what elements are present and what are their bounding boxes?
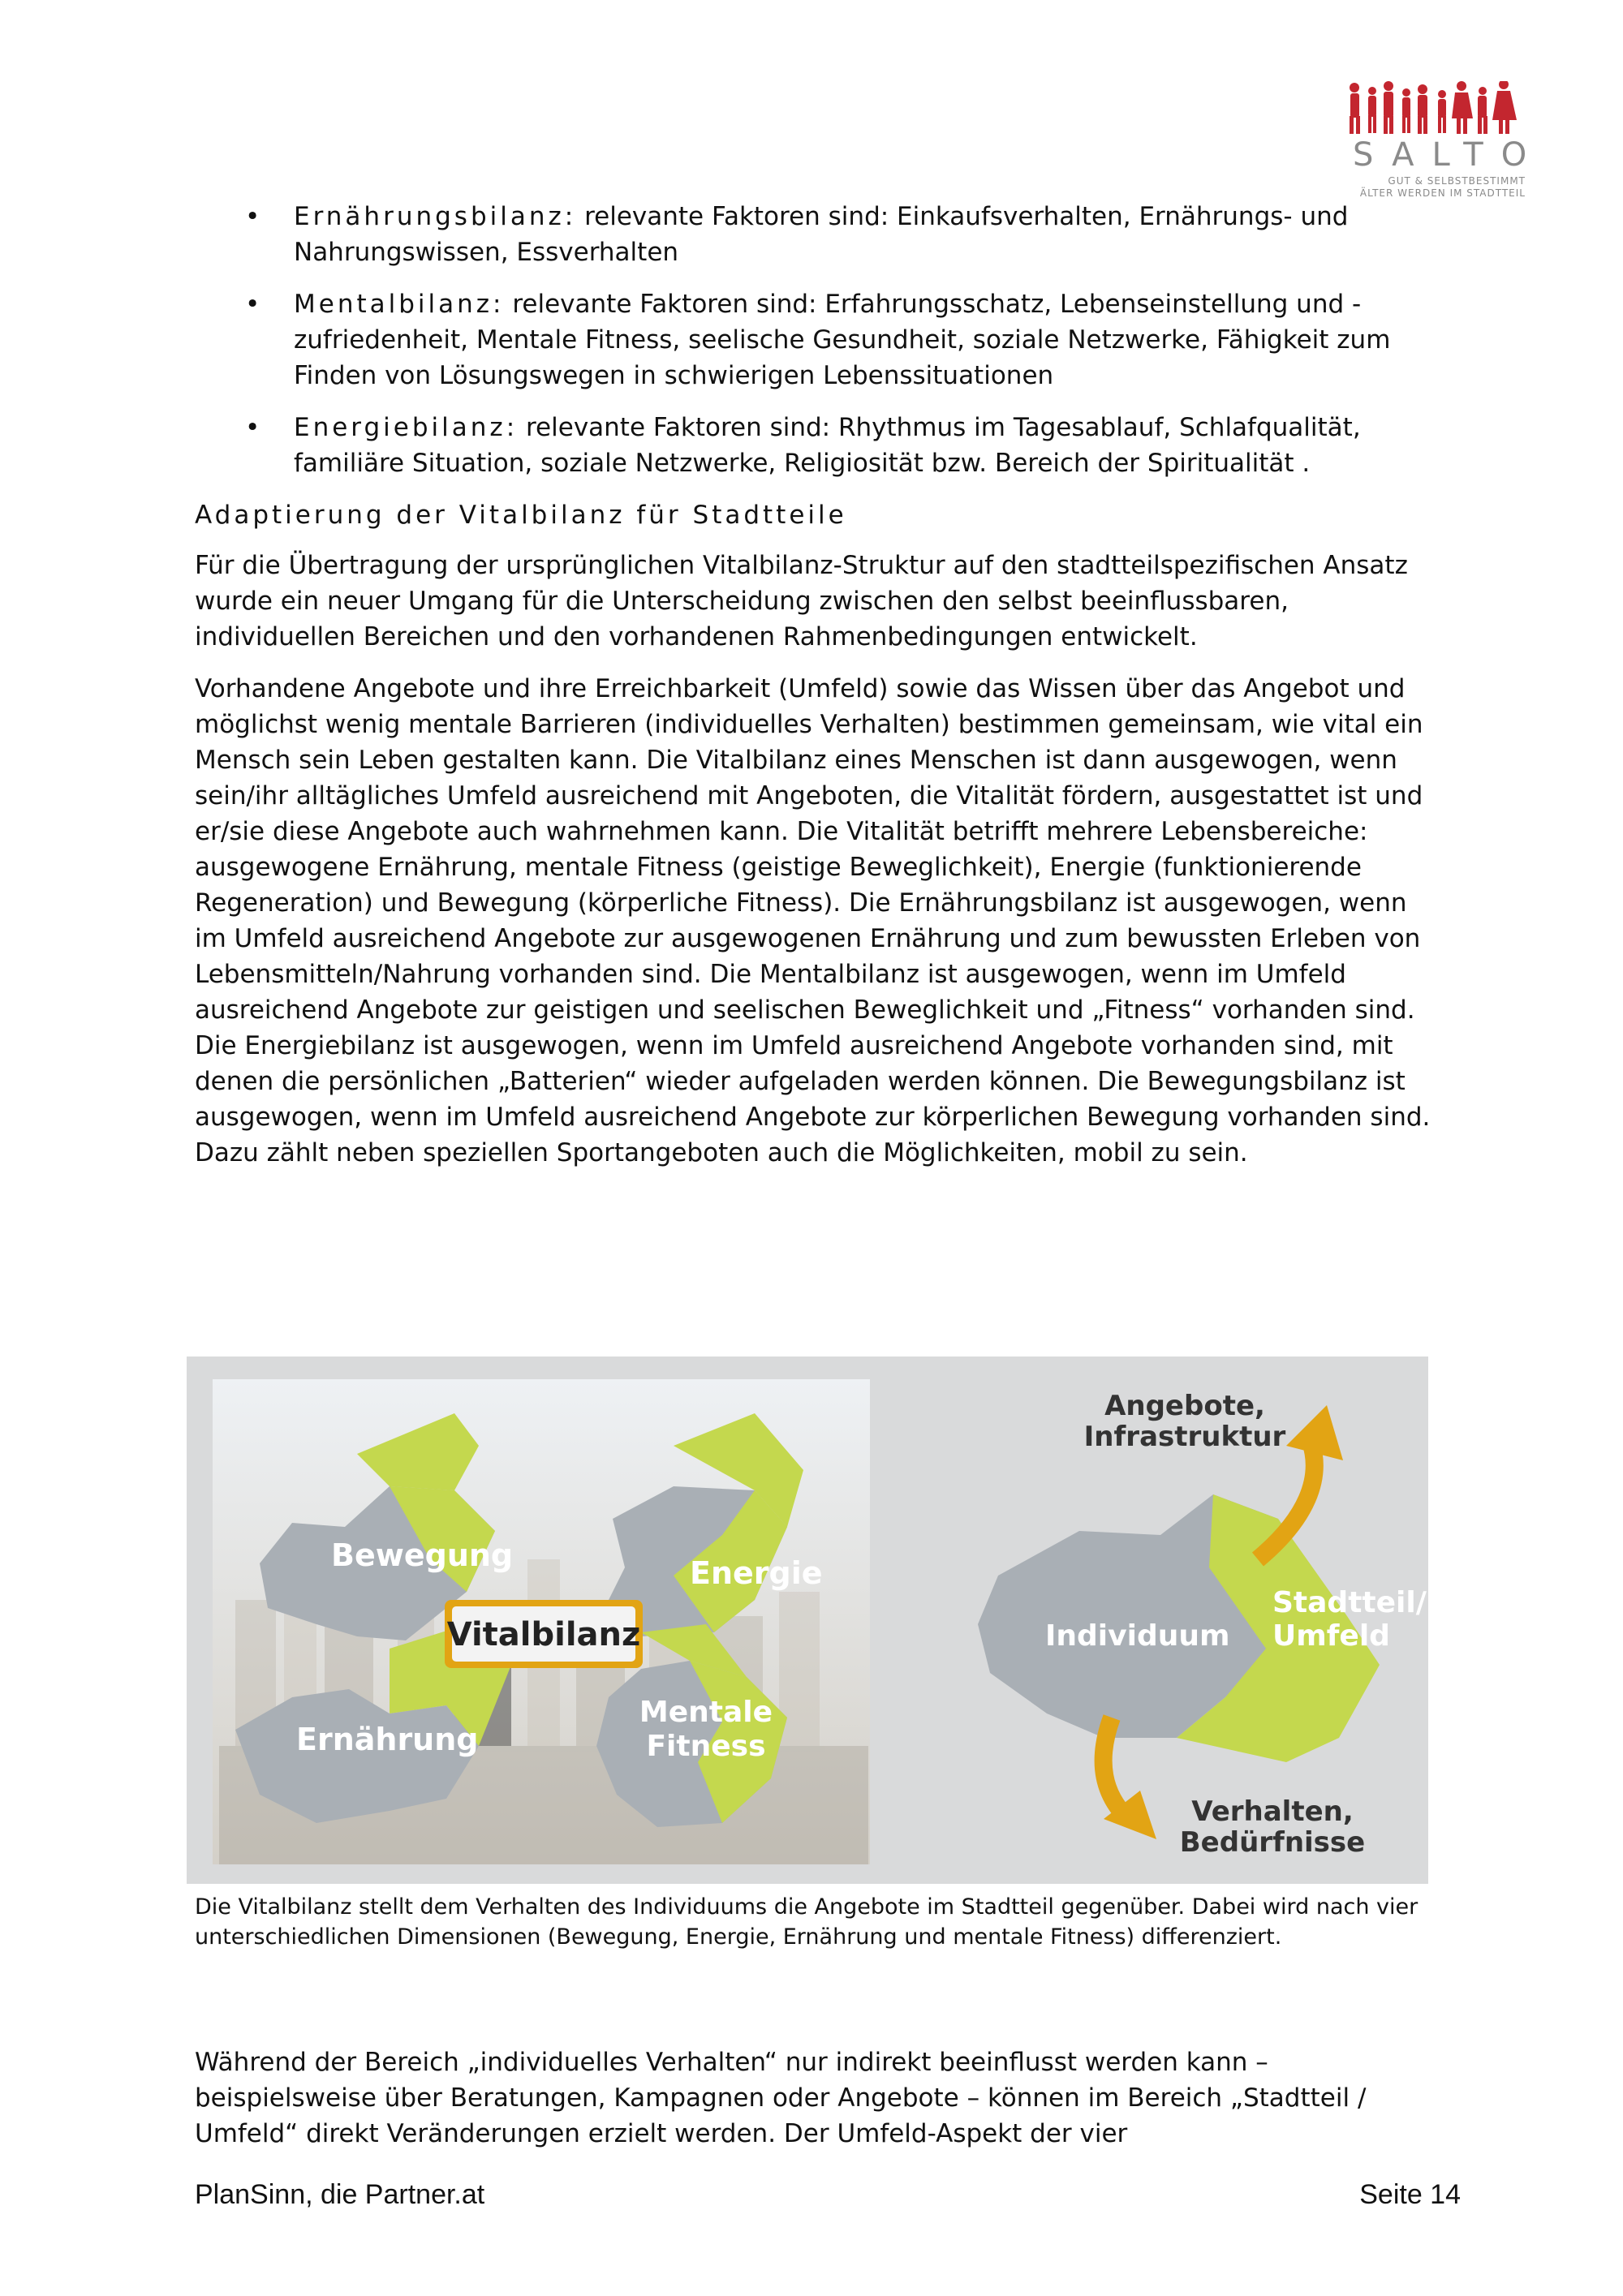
salto-logo [1343, 81, 1545, 203]
main-content [195, 199, 1436, 1187]
label-energie: Energie [690, 1555, 823, 1591]
page-footer [195, 2179, 1461, 2211]
label-bewegung: Bewegung [331, 1537, 514, 1573]
umfeld-label-line1: Stadtteil/ [1272, 1586, 1427, 1619]
list-item [195, 199, 1436, 270]
vitalbilanz-label: Vitalbilanz [446, 1616, 641, 1653]
vitalbilanz-figure [187, 1357, 1428, 1884]
vitalbilanz-diagram [187, 1357, 1428, 1884]
logo-wordmark: SALTO [1353, 136, 1545, 174]
individuum-label: Individuum [1045, 1619, 1230, 1653]
list-item [195, 410, 1436, 481]
label-ernaehrung: Ernährung [296, 1722, 479, 1757]
angebote-label-line1: Angebote, [1104, 1390, 1265, 1422]
bullet-term: Mentalbilanz: [294, 290, 505, 319]
arrow-up-head-icon [1286, 1405, 1343, 1460]
angebote-label-line2: Infrastruktur [1083, 1421, 1286, 1453]
bullet-text: relevante Faktoren sind: Erfahrungsschatz, Lebenseinstellung und -zufriedenheit, Mentale Fitness, seelische Gesundheit, soziale Netzwerke, Fähigkeit zum Finden von Lösungswegen in schwierigen Lebenssituationen [294, 290, 1391, 390]
section-heading: Adaptierung der Vitalbilanz für Stadtteile [195, 501, 847, 530]
vitalbilanz-center-box [445, 1600, 643, 1668]
footer-source: PlanSinn, die Partner.at [195, 2179, 485, 2210]
figure-caption: Die Vitalbilanz stellt dem Verhalten des Individuums die Angebote im Stadtteil gegenüber. Dabei wird nach vier unterschiedlichen Dimensionen (Bewegung, Energie, Ernährung und mentale Fitness) differenziert. [195, 1894, 1419, 1950]
individuum-umfeld-diagram [978, 1390, 1427, 1859]
umfeld-label-line2: Umfeld [1272, 1619, 1390, 1653]
paragraph: Vorhandene Angebote und ihre Erreichbarkeit (Umfeld) sowie das Wissen über das Angebot und möglichst wenig mentale Barrieren (individuelles Verhalten) bestimmen gemeinsam, wie vital ein Mensch sein Leben gestalten kann. Die Vitalbilanz eines Menschen ist dann ausgewogen, wenn sein/ihr alltägliches Umfeld ausreichend mit Angeboten, die Vitalität fördern, ausgestattet ist und er/sie diese Angebote auch wahrnehmen kann. Die Vitalität betrifft mehrere Lebensbereiche: ausgewogene Ernährung, mentale Fitness (geistige Beweglichkeit), Energie (funktionierende Regeneration) und Bewegung (körperliche Fitness). Die Ernährungsbilanz ist ausgewogen, wenn im Umfeld ausreichend Angebote zur ausgewogenen Ernährung und zum bewussten Erleben von Lebensmitteln/Nahrung vorhanden sind. Die Mentalbilanz ist ausgewogen, wenn im Umfeld ausreichend Angebote zur geistigen und seelischen Beweglichkeit und „Fitness“ vorhanden sind. Die Energiebilanz ist ausgewogen, wenn im Umfeld ausreichend Angebote vorhanden sind, mit denen die persönlichen „Batterien“ wieder aufgeladen werden können. Die Bewegungsbilanz ist ausgewogen, wenn im Umfeld ausreichend Angebote zur körperlichen Bewegung vorhanden sind. Dazu zählt neben speziellen Sportangeboten auch die Möglichkeiten, mobil zu sein. [195, 674, 1431, 1167]
list-item [195, 286, 1436, 393]
verhalten-label-line1: Verhalten, [1191, 1795, 1354, 1828]
label-mentale-fitness: Mentale Fitness [639, 1696, 773, 1763]
paragraph: Für die Übertragung der ursprünglichen Vitalbilanz-Struktur auf den stadtteilspezifischen Ansatz wurde ein neuer Umgang für die Unterscheidung zwischen den selbst beeinflussbaren, individuellen Bereichen und den vorhandenen Rahmenbedingungen entwickelt. [195, 551, 1408, 651]
bullet-term: Ernährungsbilanz: [294, 202, 577, 231]
bullet-text: relevante Faktoren sind: Einkaufsverhalten, Ernährungs- und Nahrungswissen, Essverhalten [294, 202, 1349, 267]
arrow-up-icon [1258, 1442, 1315, 1559]
logo-tagline: GUT & SELBSTBESTIMMT ÄLTER WERDEN IM STADTTEIL [1359, 175, 1526, 199]
verhalten-label-line2: Bedürfnisse [1179, 1826, 1366, 1859]
bullet-text: relevante Faktoren sind: Rhythmus im Tagesablauf, Schlafqualität, familiäre Situation, soziale Netzwerke, Religiosität bzw. Bereich der Spiritualität . [294, 413, 1361, 478]
people-figures-logo-mark [1343, 81, 1530, 138]
paragraph-continued: Während der Bereich „individuelles Verhalten“ nur indirekt beeinflusst werden kann – beispielsweise über Beratungen, Kampagnen oder Angebote – können im Bereich „Stadtteil / Umfeld“ direkt Veränderungen erzielt werden. Der Umfeld-Aspekt der vier [195, 2048, 1367, 2148]
page-number: Seite 14 [1359, 2179, 1461, 2210]
bullet-term: Energiebilanz: [294, 413, 519, 442]
bilanz-bullet-list [195, 199, 1436, 481]
